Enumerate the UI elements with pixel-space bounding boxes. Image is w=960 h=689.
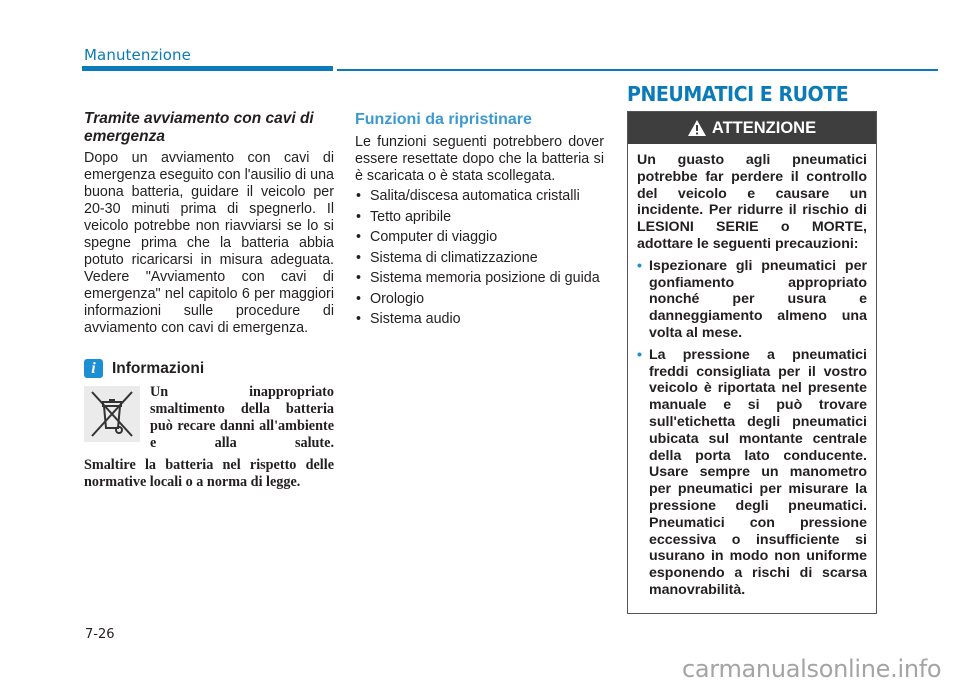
info-icon: i	[84, 359, 103, 378]
list-item: • La pressione a pneumatici freddi consigliata per il vostro veicolo è riportata nel presente manuale e si può trovare sull'etichetta degli pneumatici ubicata sul montante centrale della porta lato conducente. Usare sempre un manometro per pneumatici per misurare la pressione degli pneumatici. Pneumatici con pressione eccessiva o insufficiente si usurano in modo non uniforme esponendo a rischi di scarsa manovrabilità.	[637, 347, 867, 599]
watermark: carmanualsonline.info	[682, 655, 942, 683]
right-column	[627, 82, 877, 614]
list-item: • Tetto apribile	[355, 209, 604, 226]
warning-box	[627, 111, 877, 614]
info-footer: Smaltire la batteria nel rispetto delle normative locali o a norma di legge.	[84, 457, 334, 490]
warning-list	[637, 258, 867, 599]
info-title: Informazioni	[112, 360, 205, 377]
list-item: • Ispezionare gli pneumatici per gonfiamento appropriato nonché per usura e danneggiamento almeno una volta al mese.	[637, 258, 867, 342]
tires-heading: PNEUMATICI E RUOTE	[627, 82, 849, 106]
jumpstart-heading: Tramite avviamento con cavi di emergenza	[84, 110, 314, 145]
warning-body	[628, 144, 876, 613]
list-item: • Sistema memoria posizione di guida	[355, 270, 604, 287]
reset-functions-list	[355, 188, 604, 328]
header-rule-thick	[82, 66, 333, 71]
list-item: • Orologio	[355, 291, 604, 308]
reset-functions-paragraph: Le funzioni seguenti potrebbero dover essere resettate dopo che la batteria si è scaricata o è stata scollegata.	[355, 134, 604, 184]
warning-header	[628, 112, 876, 144]
warning-triangle-icon	[688, 120, 706, 136]
page-number: 7-26	[85, 627, 115, 642]
reset-functions-heading: Funzioni da ripristinare	[355, 111, 532, 128]
list-item: • Sistema di climatizzazione	[355, 250, 604, 267]
warning-title: ATTENZIONE	[711, 118, 817, 137]
info-body	[84, 384, 334, 491]
section-label: Manutenzione	[84, 46, 191, 64]
middle-column	[355, 110, 604, 332]
left-column	[84, 110, 334, 491]
list-item: • Sistema audio	[355, 311, 604, 328]
crossed-out-wheelie-bin-icon	[84, 386, 140, 442]
jumpstart-paragraph: Dopo un avviamento con cavi di emergenza eseguito con l'ausilio di una buona batteria, guidare il veicolo per 20-30 minuti prima di spegnerlo. Il veicolo potrebbe non riavviarsi se lo si spegne prima che la batteria abbia potuto ricaricarsi in misura adeguata. Vedere "Avviamento con cavi di emergenza" nel capitolo 6 per maggiori informazioni sulle procedure di avviamento con cavi di emergenza.	[84, 150, 334, 336]
info-text: Un inappropriato smaltimento della batteria può recare danni all'ambiente e alla salute.	[150, 384, 334, 451]
list-item: • Salita/discesa automatica cristalli	[355, 188, 604, 205]
list-item: • Computer di viaggio	[355, 229, 604, 246]
warning-intro: Un guasto agli pneumatici potrebbe far perdere il controllo del veicolo e causare un incidente. Per ridurre il rischio di LESIONI SERIE o MORTE, adottare le seguenti precauzioni:	[637, 152, 867, 252]
info-header	[84, 359, 334, 378]
header-rule-thin	[337, 69, 938, 71]
